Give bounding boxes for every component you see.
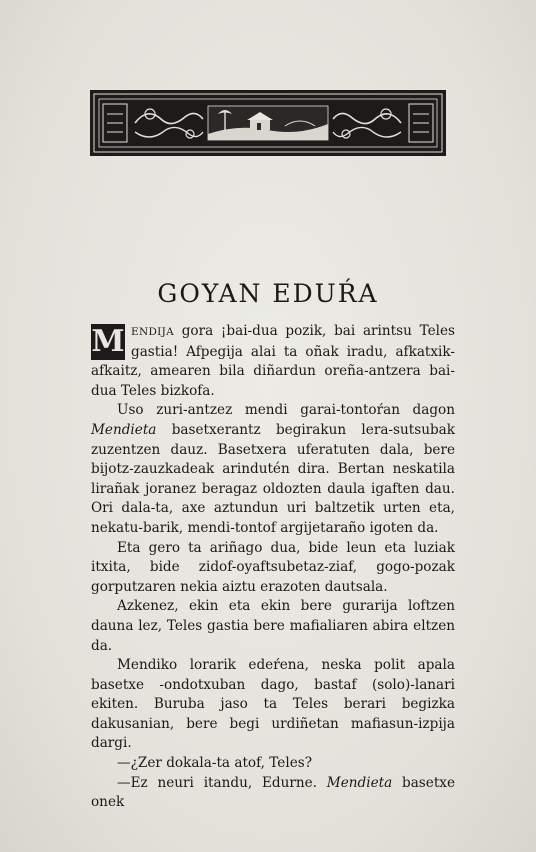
chapter-body xyxy=(91,322,455,813)
dialogue-line-1: —¿Zer dokala-ta atof, Teles? xyxy=(117,755,313,772)
italic-place-name: Mendieta xyxy=(326,774,393,791)
paragraph-text: —Ez neuri itandu, Edurne. xyxy=(117,774,327,791)
paragraph-3: Eta gero ta ariñago dua, bide leun eta luziak itxita, bide zidof-oyaftsubetaz-ziaf, gogo-pozak gorputzaren nekia aiztu erazoten dautsala. xyxy=(91,539,455,595)
paragraph-4: Azkenez, ekin eta ekin bere gurarija loftzen dauna lez, Teles gastia bere mafialiaren abira eltzen da. xyxy=(91,598,455,654)
opening-small-caps: ENDIJA xyxy=(131,326,175,338)
paragraph-2 xyxy=(91,401,455,538)
dialogue-line-2 xyxy=(91,774,455,813)
paragraph-text: basetxerantz begirakun lera-sutsubak zuzentzen dauz. Basetxera uferatuten dala, bere bijotz-zauzkadeak arindutén dira. Bertan neskatila lirañak joranez beragaz oldozten daula igaften dau. Ori dala-ta, axe aztundun uri baltzetik urten eta, nekatu-barik, mendi-tontof argijetaraño igoten da. xyxy=(91,421,455,536)
drop-cap-letter: M xyxy=(91,324,125,359)
chapter-title: GOYAN EDUŔA xyxy=(157,278,379,308)
paragraph-1 xyxy=(91,322,455,401)
paragraph-text: gora ¡bai-dua pozik, bai arintsu Teles gastia! Afpegija alai ta oñak iradu, afkatxik-afkaitz, amearen bila diñardun oreña-antzera bai-dua Teles bizkofa. xyxy=(91,323,455,399)
paragraph-text: Uso zuri-antzez mendi garai-tontoŕan dagon xyxy=(117,402,455,419)
paragraph-text: basetxe onek xyxy=(91,774,456,811)
italic-place-name: Mendieta xyxy=(91,421,157,438)
header-vignette-illustration xyxy=(90,90,446,156)
paragraph-5: Mendiko lorarik edeŕena, neska polit apala basetxe -ondotxuban dago, bastaf (solo)-lanari ekiten. Buruba jaso ta Teles berari begizka dakusanian, bere begi urdiñetan mafiasun-izpija dargi. xyxy=(91,657,455,752)
